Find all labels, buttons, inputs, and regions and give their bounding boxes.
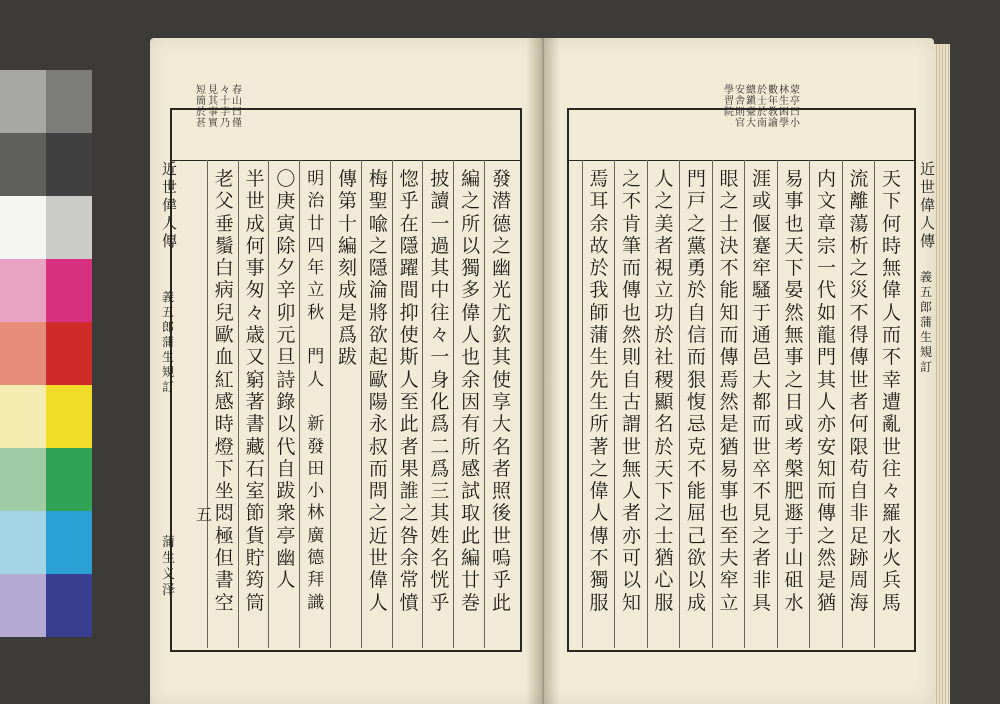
column-rule <box>453 160 454 648</box>
margin-book-title: 近 世 偉 人 傳 <box>919 160 935 250</box>
text-column: 惚 乎 在 隱 躍 間 抑 使 斯 人 至 此 者 果 誰 之 咎 余 常 憤 <box>399 168 419 614</box>
column-rule <box>712 160 713 648</box>
calibration-swatch <box>0 385 46 448</box>
column-rule <box>299 160 300 648</box>
text-column: 之 不 肯 筆 而 傳 也 然 則 自 古 謂 世 無 人 者 亦 可 以 知 <box>621 168 641 614</box>
calibration-swatch <box>46 511 92 574</box>
calibration-swatch <box>0 322 46 385</box>
text-column: 梅 聖 喩 之 隱 淪 將 欲 起 歐 陽 永 叔 而 問 之 近 世 偉 人 <box>368 168 388 614</box>
page-number: 五 <box>196 505 213 524</box>
text-column: 編 之 所 以 獨 多 偉 人 也 余 因 有 所 感 試 取 此 編 廿 巻 <box>461 168 481 614</box>
page-fore-edge <box>934 44 950 704</box>
text-column: 明 治 廿 四 年 立 秋 門 人 新 發 田 小 林 廣 德 拜 識 <box>307 169 325 613</box>
margin-subtitle: 義 五 郎 蒲 生 䂓 訂 <box>161 290 174 394</box>
text-column: 門 戸 之 黨 勇 於 自 信 而 狠 愎 忌 克 不 能 屈 己 欲 以 成 <box>686 168 706 614</box>
header-note-column: 々 十 字 乃 <box>220 85 230 129</box>
margin-bottom-label: 蒲 生 义 泽 <box>161 535 175 598</box>
column-rule <box>484 160 485 648</box>
calibration-swatch <box>0 574 46 637</box>
calibration-swatch <box>46 448 92 511</box>
calibration-swatch <box>0 511 46 574</box>
header-note-column: 安 舎 則 官 <box>735 85 745 129</box>
text-column: 涯 或 偃 蹇 窂 騷 于 通 邑 大 都 而 世 卒 不 見 之 者 非 具 <box>751 168 771 614</box>
text-column: 傳 第 十 編 刻 成 是 爲 跋 <box>337 168 357 369</box>
calibration-swatch <box>0 70 46 133</box>
column-rule <box>392 160 393 648</box>
column-rule <box>582 160 583 648</box>
column-rule <box>809 160 810 648</box>
margin-subtitle: 義 五 郎 蒲 生 䂓 訂 <box>919 270 932 374</box>
color-calibration-strip <box>0 70 92 704</box>
text-column: 天 下 何 時 無 偉 人 而 不 幸 遭 亂 世 往 々 羅 水 火 兵 馬 <box>881 168 901 614</box>
header-note-column: 學 習 院 <box>724 85 734 118</box>
column-rule <box>361 160 362 648</box>
calibration-swatch <box>46 133 92 196</box>
text-column: 易 事 也 天 下 晏 然 無 事 之 日 或 考 槃 肥 遯 于 山 砠 水 <box>784 168 804 614</box>
calibration-swatch <box>46 196 92 259</box>
book-gutter <box>526 38 560 704</box>
text-column: 眼 之 士 決 不 能 知 而 傳 焉 然 是 猶 易 事 也 至 夫 窂 立 <box>719 168 739 614</box>
header-note-column: 見 其 事 實 <box>208 85 218 129</box>
text-column: 内 文 章 宗 一 代 如 龍 門 其 人 亦 安 知 而 傳 之 然 是 猶 <box>816 168 836 614</box>
column-rule <box>268 160 269 648</box>
text-column: 焉 耳 余 故 於 我 師 蒲 生 先 生 所 著 之 偉 人 傳 不 獨 服 <box>589 168 609 614</box>
column-rule <box>614 160 615 648</box>
text-column: 流 離 蕩 析 之 災 不 得 傳 世 者 何 限 苟 自 非 足 跡 周 海 <box>849 168 869 614</box>
column-rule <box>422 160 423 648</box>
calibration-swatch <box>46 385 92 448</box>
header-note-column: 總 鎭 臺 大 <box>746 85 756 129</box>
header-note-column: 於 士 於 南 <box>757 85 767 129</box>
calibration-swatch <box>0 259 46 322</box>
column-rule <box>874 160 875 648</box>
column-rule <box>647 160 648 648</box>
calibration-swatch <box>46 70 92 133</box>
column-rule <box>238 160 239 648</box>
text-column: 老 父 垂 鬚 白 病 兒 歐 血 紅 感 時 燈 下 坐 悶 極 但 書 空 <box>214 168 234 614</box>
calibration-swatch <box>46 322 92 385</box>
column-rule <box>207 160 208 648</box>
calibration-swatch <box>0 448 46 511</box>
column-rule <box>679 160 680 648</box>
header-note-column: 數 年 教 諭 <box>768 85 778 129</box>
text-column: 〇 庚 寅 除 夕 辛 卯 元 旦 詩 錄 以 代 自 跋 衆 亭 幽 人 <box>276 168 296 592</box>
calibration-swatch <box>0 196 46 259</box>
header-note-column: 短 簡 於 甚 <box>196 85 206 129</box>
text-column: 發 潜 德 之 幽 光 尤 欽 其 使 享 大 名 者 照 後 世 嗚 乎 此 <box>491 168 511 614</box>
column-rule <box>744 160 745 648</box>
calibration-swatch <box>46 259 92 322</box>
text-column: 半 世 成 何 事 匆 々 歳 又 窮 著 書 藏 石 室 節 貨 貯 筠 筒 <box>245 168 265 614</box>
column-rule <box>842 160 843 648</box>
margin-book-title: 近 世 偉 人 傳 <box>161 160 177 250</box>
column-rule <box>777 160 778 648</box>
header-note-column: 蒙 亭 曰 小 <box>790 85 800 129</box>
header-note-column: 春 山 曰 僅 <box>232 85 242 129</box>
calibration-swatch <box>46 574 92 637</box>
text-column: 披 讀 一 過 其 中 往 々 一 身 化 爲 二 爲 三 其 姓 名 恍 乎 <box>430 168 450 614</box>
header-note-column: 林 生 困 學 <box>779 85 789 129</box>
calibration-swatch <box>0 133 46 196</box>
text-column: 人 之 美 者 視 立 功 於 社 稷 顯 名 於 天 下 之 士 猶 心 服 <box>654 168 674 614</box>
